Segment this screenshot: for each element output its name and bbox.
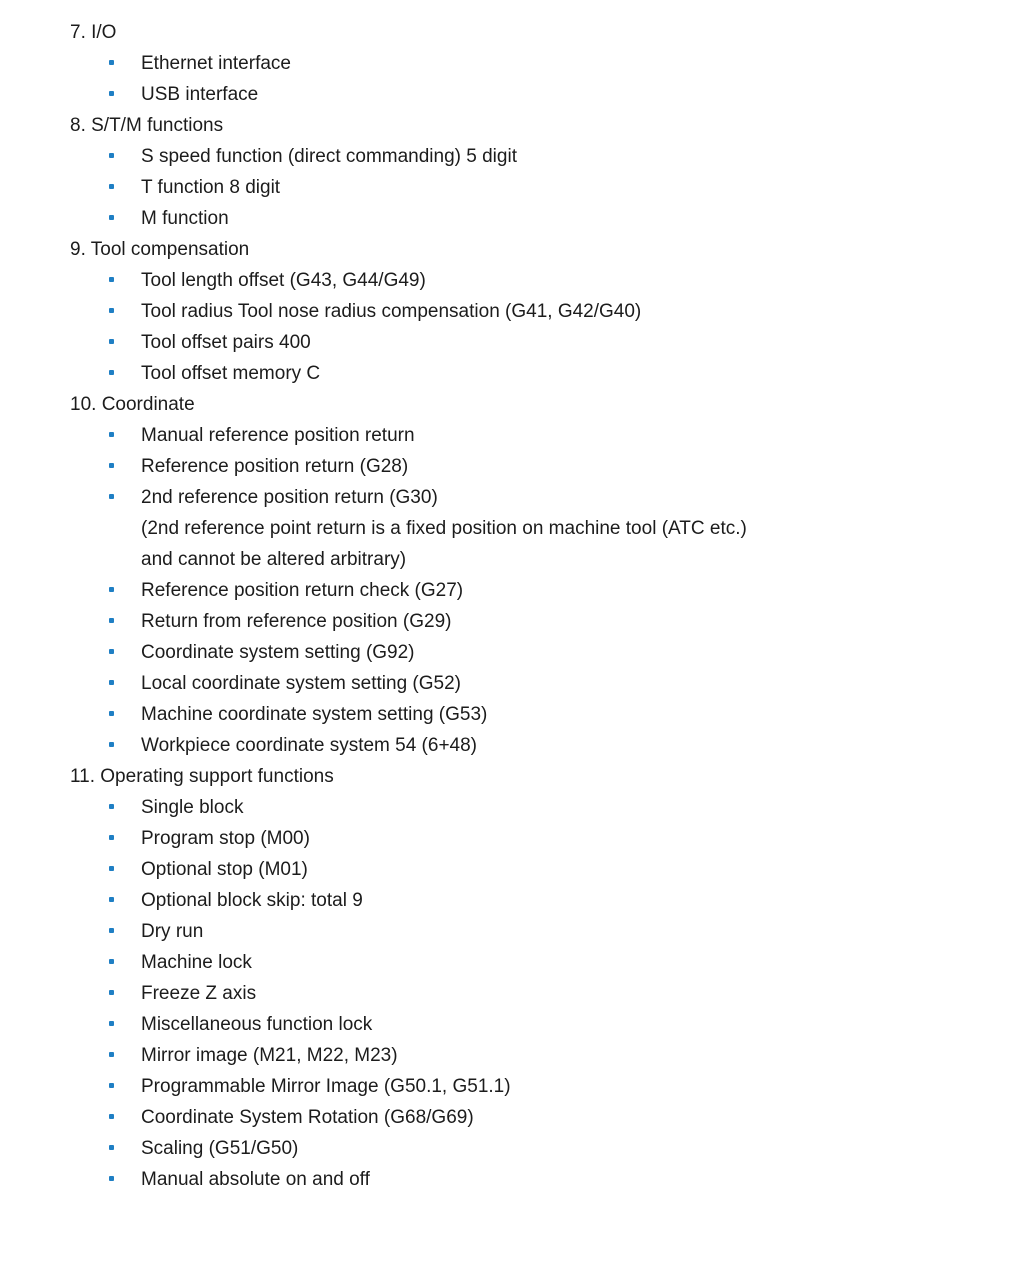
list-item: [70, 823, 970, 854]
list-item-text: Tool offset memory C: [141, 363, 321, 384]
list-item-text: Optional stop (M01): [141, 859, 308, 880]
list-item-text: Miscellaneous function lock: [141, 1014, 373, 1035]
list-item-text: Return from reference position (G29): [141, 611, 452, 632]
bullet-icon: [109, 587, 114, 592]
list-item: [70, 668, 970, 699]
list-item: [70, 699, 970, 730]
bullet-list: [70, 265, 970, 389]
bullet-icon: [109, 1083, 114, 1088]
list-item: [70, 451, 970, 482]
list-item: [70, 296, 970, 327]
list-item-text: Optional block skip: total 9: [141, 890, 363, 911]
list-item: [70, 1040, 970, 1071]
list-item: [70, 792, 970, 823]
bullet-list: [70, 141, 970, 234]
list-item-text: Workpiece coordinate system 54 (6+48): [141, 735, 478, 756]
list-item-text: Coordinate system setting (G92): [141, 642, 415, 663]
list-item: [70, 916, 970, 947]
list-item-text: Machine lock: [141, 952, 252, 973]
bullet-icon: [109, 990, 114, 995]
bullet-icon: [109, 959, 114, 964]
bullet-icon: [109, 463, 114, 468]
list-item-text: Programmable Mirror Image (G50.1, G51.1): [141, 1076, 511, 1097]
list-item: [70, 947, 970, 978]
list-item-text: S speed function (direct commanding) 5 digit: [141, 146, 517, 167]
list-item: [70, 79, 970, 110]
bullet-icon: [109, 1021, 114, 1026]
bullet-icon: [109, 1052, 114, 1057]
list-item: [70, 606, 970, 637]
bullet-icon: [109, 649, 114, 654]
list-item: [70, 141, 970, 172]
list-item: [70, 1102, 970, 1133]
list-item-text: Reference position return check (G27): [141, 580, 464, 601]
list-item-text: Manual reference position return: [141, 425, 415, 446]
list-item-text: Coordinate System Rotation (G68/G69): [141, 1107, 474, 1128]
list-item: [70, 265, 970, 296]
list-item: [70, 48, 970, 79]
list-item-text: Ethernet interface: [141, 53, 291, 74]
list-item: [70, 358, 970, 389]
bullet-icon: [109, 277, 114, 282]
bullet-list: [70, 420, 970, 761]
list-item-text: Mirror image (M21, M22, M23): [141, 1045, 398, 1066]
bullet-icon: [109, 215, 114, 220]
bullet-icon: [109, 804, 114, 809]
list-item: [70, 1133, 970, 1164]
list-item: [70, 637, 970, 668]
bullet-icon: [109, 339, 114, 344]
list-item-text: 2nd reference position return (G30): [141, 487, 438, 508]
list-item-text: Single block: [141, 797, 244, 818]
section-title: 10. Coordinate: [70, 394, 195, 415]
list-item: [70, 978, 970, 1009]
list-item-note: and cannot be altered arbitrary): [141, 549, 407, 570]
bullet-icon: [109, 1176, 114, 1181]
list-item: [70, 482, 970, 575]
section-title: 9. Tool compensation: [70, 239, 250, 260]
bullet-icon: [109, 153, 114, 158]
list-item: [70, 575, 970, 606]
list-item-note: (2nd reference point return is a fixed position on machine tool (ATC etc.): [141, 518, 747, 539]
section-title: 11. Operating support functions: [70, 766, 334, 787]
bullet-icon: [109, 60, 114, 65]
bullet-icon: [109, 897, 114, 902]
bullet-icon: [109, 494, 114, 499]
list-item-text: Tool radius Tool nose radius compensation (G41, G42/G40): [141, 301, 642, 322]
bullet-icon: [109, 1114, 114, 1119]
bullet-list: [70, 48, 970, 110]
bullet-icon: [109, 928, 114, 933]
list-item: [70, 885, 970, 916]
bullet-icon: [109, 742, 114, 747]
list-item: [70, 420, 970, 451]
bullet-list: [70, 792, 970, 1195]
list-item: [70, 172, 970, 203]
bullet-icon: [109, 835, 114, 840]
list-item-text: Machine coordinate system setting (G53): [141, 704, 488, 725]
spec-list: [70, 17, 970, 1195]
list-item: [70, 730, 970, 761]
list-item-text: T function 8 digit: [141, 177, 281, 198]
bullet-icon: [109, 91, 114, 96]
section-title: 7. I/O: [70, 22, 117, 43]
list-item-text: Dry run: [141, 921, 204, 942]
list-item: [70, 1164, 970, 1195]
bullet-icon: [109, 432, 114, 437]
list-item-text: Tool offset pairs 400: [141, 332, 311, 353]
bullet-icon: [109, 308, 114, 313]
list-item-text: USB interface: [141, 84, 259, 105]
bullet-icon: [109, 1145, 114, 1150]
list-item-text: Scaling (G51/G50): [141, 1138, 299, 1159]
list-item-text: Program stop (M00): [141, 828, 310, 849]
bullet-icon: [109, 711, 114, 716]
section-title: 8. S/T/M functions: [70, 115, 224, 136]
bullet-icon: [109, 618, 114, 623]
list-item-text: M function: [141, 208, 229, 229]
bullet-icon: [109, 866, 114, 871]
list-item: [70, 1071, 970, 1102]
list-item-text: Manual absolute on and off: [141, 1169, 370, 1190]
list-item: [70, 327, 970, 358]
list-item-text: Local coordinate system setting (G52): [141, 673, 461, 694]
list-item: [70, 203, 970, 234]
list-item: [70, 854, 970, 885]
list-item-text: Freeze Z axis: [141, 983, 257, 1004]
bullet-icon: [109, 680, 114, 685]
bullet-icon: [109, 370, 114, 375]
list-item-text: Reference position return (G28): [141, 456, 409, 477]
bullet-icon: [109, 184, 114, 189]
list-item: [70, 1009, 970, 1040]
list-item-text: Tool length offset (G43, G44/G49): [141, 270, 426, 291]
